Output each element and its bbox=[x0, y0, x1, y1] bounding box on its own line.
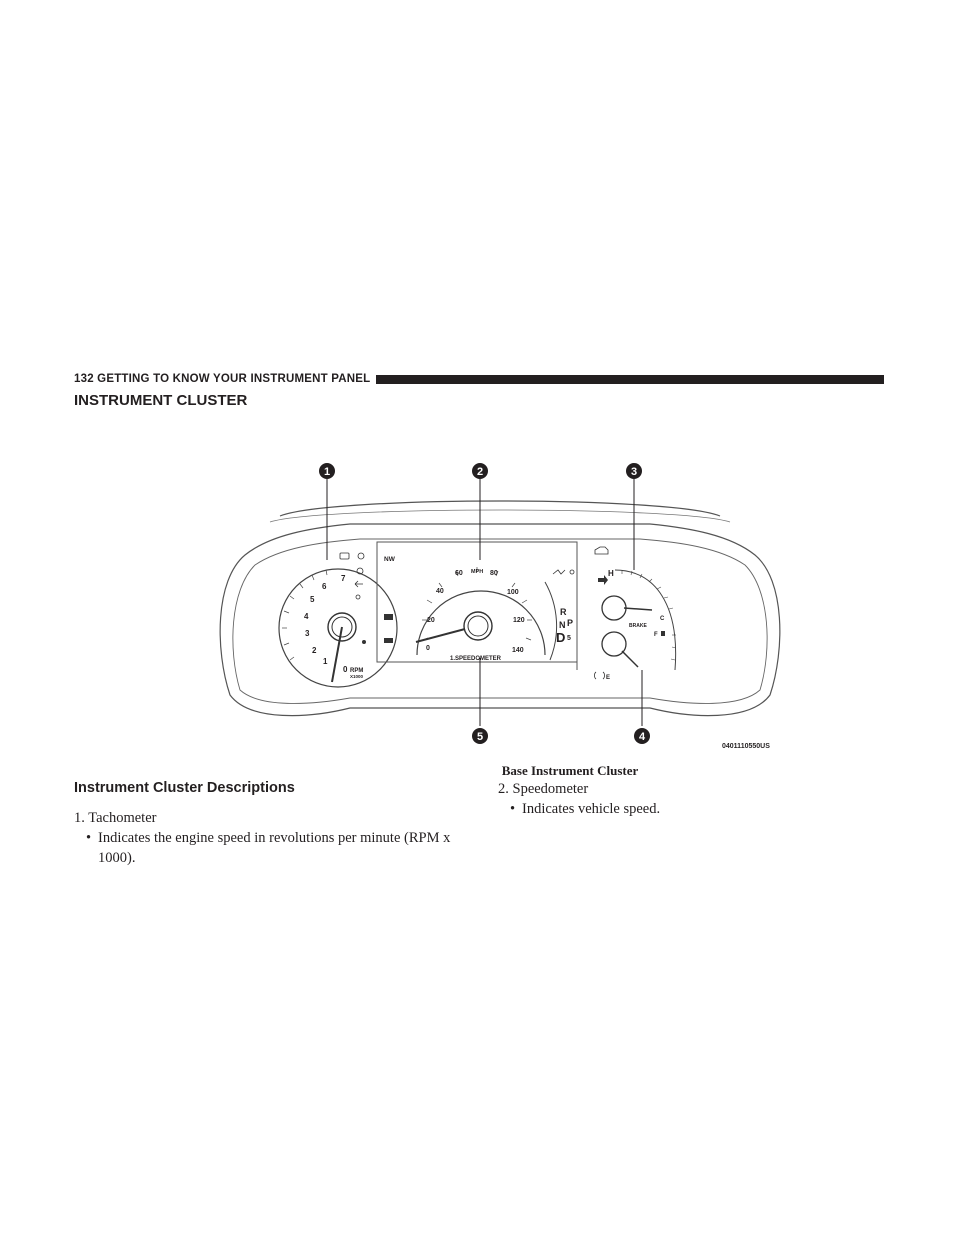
speed-tick-40: 40 bbox=[436, 588, 444, 595]
speedometer-ticks bbox=[422, 567, 532, 640]
temp-cold-label: C bbox=[660, 616, 665, 622]
tire-pressure-icon bbox=[594, 672, 604, 679]
callout-1-label: 1 bbox=[323, 466, 331, 478]
descriptions-title: Instrument Cluster Descriptions bbox=[74, 780, 295, 796]
temp-gauge-needle bbox=[624, 608, 652, 610]
center-left-icons bbox=[384, 614, 393, 643]
speed-tick-140: 140 bbox=[512, 647, 524, 654]
description-item-speedometer: 2. Speedometer bbox=[498, 781, 589, 797]
tach-tick-6: 6 bbox=[322, 582, 327, 591]
right-gauge-arc bbox=[615, 570, 676, 670]
fuel-pump-icon bbox=[661, 631, 665, 636]
tach-subunit: X1000 bbox=[350, 674, 364, 679]
gear-n: N bbox=[559, 620, 566, 630]
figure-code: 0401110550US bbox=[722, 743, 770, 750]
speed-tick-60: 60 bbox=[455, 570, 463, 577]
cluster-bezel bbox=[233, 539, 767, 703]
tach-tick-3: 3 bbox=[305, 629, 310, 638]
turn-signal-icon bbox=[598, 575, 608, 585]
callout-4 bbox=[634, 728, 650, 744]
description-column-left bbox=[74, 808, 464, 868]
page-header bbox=[74, 372, 884, 386]
tach-tick-0: 0 bbox=[343, 665, 348, 674]
speed-tick-20: 20 bbox=[427, 617, 435, 624]
description-bullet: • Indicates vehicle speed. bbox=[498, 799, 888, 819]
instrument-cluster-figure bbox=[210, 460, 790, 760]
gear-number: 5 bbox=[567, 635, 571, 642]
speed-tick-120: 120 bbox=[513, 617, 525, 624]
speedometer-needle bbox=[416, 629, 465, 642]
header-bar bbox=[376, 375, 884, 384]
right-display-icons bbox=[553, 570, 574, 574]
figure-caption: Base Instrument Cluster bbox=[501, 763, 639, 778]
tach-tick-1: 1 bbox=[323, 657, 328, 666]
callout-3-label: 3 bbox=[630, 466, 638, 478]
indicator-nw: NW bbox=[384, 556, 395, 563]
temp-hot-label: H bbox=[608, 569, 614, 578]
tach-tick-4: 4 bbox=[304, 612, 309, 621]
tach-tick-7: 7 bbox=[341, 574, 346, 583]
callout-2-label: 2 bbox=[476, 466, 484, 478]
center-display-frame bbox=[377, 542, 577, 662]
temp-gauge-hub bbox=[602, 596, 626, 620]
callout-lines bbox=[327, 478, 642, 726]
cluster-hood-inner bbox=[270, 510, 730, 522]
description-column-right bbox=[498, 779, 888, 819]
tach-tick-2: 2 bbox=[312, 646, 317, 655]
tachometer-dial bbox=[279, 569, 397, 687]
speed-tick-100: 100 bbox=[507, 589, 519, 596]
callout-2 bbox=[472, 463, 488, 479]
callout-5 bbox=[472, 728, 488, 744]
gear-p: P bbox=[567, 618, 574, 628]
speed-unit: MPH bbox=[471, 569, 484, 575]
tach-indicator-dot bbox=[362, 640, 366, 644]
callout-4-label: 4 bbox=[638, 731, 646, 743]
gear-r: R bbox=[560, 607, 567, 617]
speed-tick-80: 80 bbox=[490, 570, 498, 577]
callout-5-label: 5 bbox=[476, 731, 484, 743]
gear-arc bbox=[545, 582, 557, 660]
speed-tick-0: 0 bbox=[426, 645, 430, 652]
section-title: INSTRUMENT CLUSTER bbox=[74, 392, 248, 409]
check-engine-icon bbox=[595, 547, 608, 554]
tach-tick-5: 5 bbox=[310, 595, 315, 604]
fuel-empty-label: E bbox=[606, 675, 611, 681]
callout-1 bbox=[319, 463, 335, 479]
tach-unit: RPM bbox=[350, 668, 364, 674]
description-bullet: • Indicates the engine speed in revolutions per minute (RPM x 1000). bbox=[74, 828, 464, 868]
right-gauge-ticks bbox=[622, 570, 676, 660]
instrument-cluster-illustration bbox=[210, 460, 790, 760]
speedometer-label: 1.SPEEDOMETER bbox=[450, 656, 502, 662]
brake-label: BRAKE bbox=[629, 623, 647, 629]
description-item-tachometer: 1. Tachometer bbox=[74, 810, 157, 826]
header-text: 132 GETTING TO KNOW YOUR INSTRUMENT PANEL bbox=[74, 373, 371, 385]
gear-d: D bbox=[556, 630, 566, 645]
callout-3 bbox=[626, 463, 642, 479]
fuel-gauge-needle bbox=[622, 651, 638, 667]
fuel-full-label: F bbox=[654, 632, 658, 638]
speedometer-hub-inner bbox=[468, 616, 488, 636]
